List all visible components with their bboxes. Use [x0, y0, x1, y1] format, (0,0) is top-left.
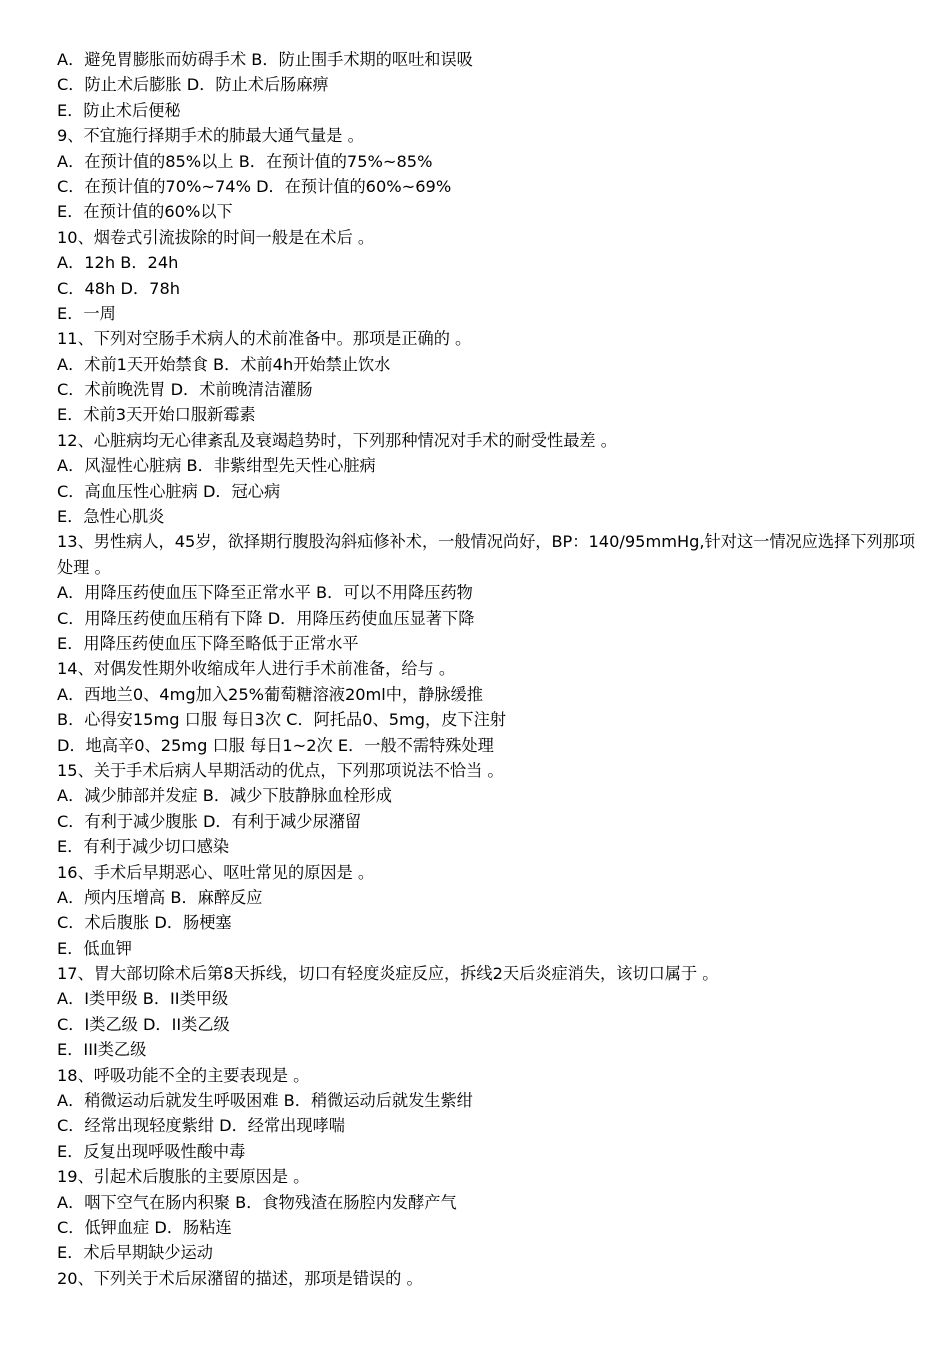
option-line: E．III类乙级	[57, 1040, 147, 1060]
option-line: C．高血压性心脏病 D．冠心病	[57, 481, 281, 501]
question-15: 15、关于手术后病人早期活动的优点，下列那项说法不恰当 。	[57, 760, 504, 780]
option-line: A．颅内压增高 B．麻醉反应	[57, 887, 263, 907]
option-line: E．在预计值的60%以下	[57, 202, 233, 222]
option-line: C．48h D．78h	[57, 278, 181, 298]
question-14: 14、对偶发性期外收缩成年人进行手术前准备，给与 。	[57, 659, 456, 679]
option-line: E．反复出现呼吸性酸中毒	[57, 1141, 246, 1161]
question-12: 12、心脏病均无心律紊乱及衰竭趋势时，下列那种情况对手术的耐受性最差 。	[57, 430, 617, 450]
option-line: D．地高辛0、25mg 口服 每日1~2次 E．一般不需特殊处理	[57, 735, 494, 755]
option-line: A．用降压药使血压下降至正常水平 B．可以不用降压药物	[57, 583, 473, 603]
option-line: C．术后腹胀 D．肠梗塞	[57, 913, 232, 933]
option-line: C．防止术后膨胀 D．防止术后肠麻痹	[57, 75, 329, 95]
option-line: C．I类乙级 D．II类乙级	[57, 1014, 230, 1034]
option-line: A．西地兰0、4mg加入25%葡萄糖溶液20ml中，静脉缓推	[57, 684, 483, 704]
option-line: A．在预计值的85%以上 B．在预计值的75%~85%	[57, 151, 433, 171]
option-line: E．低血钾	[57, 938, 132, 958]
option-line: E．一周	[57, 303, 116, 323]
question-9: 9、不宜施行择期手术的肺最大通气量是 。	[57, 126, 364, 146]
option-line: A．咽下空气在肠内积聚 B．食物残渣在肠腔内发酵产气	[57, 1192, 457, 1212]
option-line: C．有利于减少腹胀 D．有利于减少尿潴留	[57, 811, 362, 831]
option-line: A．避免胃膨胀而妨碍手术 B．防止围手术期的呕吐和误吸	[57, 50, 473, 69]
option-line: E．术前3天开始口服新霉素	[57, 405, 256, 425]
option-line: E．急性心肌炎	[57, 507, 165, 527]
option-line: A．减少肺部并发症 B．减少下肢静脉血栓形成	[57, 786, 392, 806]
option-line: C．在预计值的70%~74% D．在预计值的60%~69%	[57, 176, 452, 196]
option-line: E．用降压药使血压下降至略低于正常水平	[57, 634, 359, 654]
option-line: E．术后早期缺少运动	[57, 1243, 213, 1263]
option-line: E．防止术后便秘	[57, 100, 181, 120]
question-13: 13、男性病人，45岁，欲择期行腹股沟斜疝修补术，一般情况尚好，BP：140/95mmHg,针对这一情况应选择下列那项处理 。	[57, 532, 916, 577]
question-11: 11、下列对空肠手术病人的术前准备中。那项是正确的 。	[57, 329, 472, 349]
option-line: C．用降压药使血压稍有下降 D．用降压药使血压显著下降	[57, 608, 475, 628]
option-line: E．有利于减少切口感染	[57, 837, 230, 857]
option-line: B．心得安15mg 口服 每日3次 C．阿托品0、5mg，皮下注射	[57, 710, 506, 730]
document-page	[57, 47, 927, 1291]
question-20: 20、下列关于术后尿潴留的描述，那项是错误的 。	[57, 1268, 423, 1288]
option-line: A．I类甲级 B．II类甲级	[57, 989, 229, 1009]
option-line: C．经常出现轻度紫绀 D．经常出现哮喘	[57, 1116, 345, 1136]
question-19: 19、引起术后腹胀的主要原因是 。	[57, 1167, 310, 1187]
option-line: A．稍微运动后就发生呼吸困难 B．稍微运动后就发生紫绀	[57, 1091, 473, 1111]
option-line: A．术前1天开始禁食 B．术前4h开始禁止饮水	[57, 354, 391, 374]
question-18: 18、呼吸功能不全的主要表现是 。	[57, 1065, 310, 1085]
option-line: C．低钾血症 D．肠粘连	[57, 1218, 232, 1237]
question-17: 17、胃大部切除术后第8天拆线，切口有轻度炎症反应，拆线2天后炎症消失，该切口属于 。	[57, 964, 719, 984]
option-line: C．术前晚洗胃 D．术前晚清洁灌肠	[57, 380, 313, 400]
option-line: A．12h B．24h	[57, 253, 179, 273]
question-10: 10、烟卷式引流拔除的时间一般是在术后 。	[57, 227, 375, 247]
option-line: A．风湿性心脏病 B．非紫绀型先天性心脏病	[57, 456, 376, 476]
question-16: 16、手术后早期恶心、呕吐常见的原因是 。	[57, 862, 375, 882]
